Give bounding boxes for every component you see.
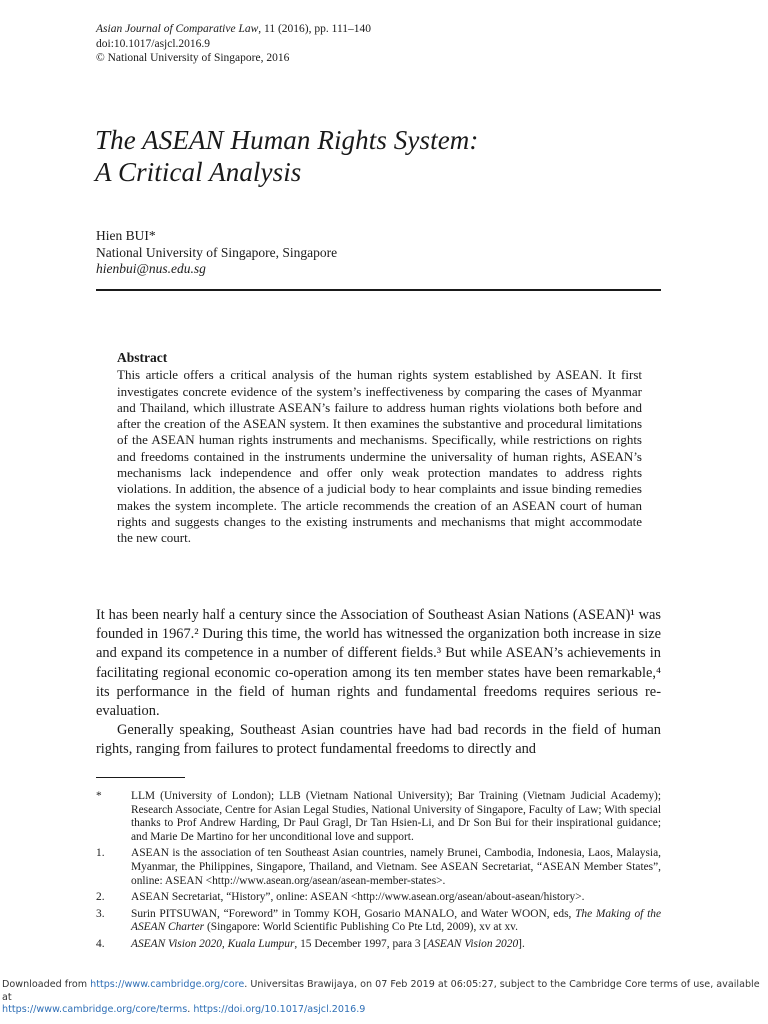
- footnote-text: [131, 938, 661, 952]
- body-paragraph-2: Generally speaking, Southeast Asian countries have had bad records in the field of human rights, ranging from failures to protect fundamental freedoms to directly and: [96, 722, 661, 758]
- footnote-mark: 4.: [96, 937, 105, 950]
- footnote-author: [96, 790, 661, 844]
- cambridge-core-link[interactable]: https://www.cambridge.org/core: [90, 979, 245, 990]
- footnote-text: ASEAN is the association of ten Southeast Asian countries, namely Brunei, Cambodia, Indonesia, Laos, Malaysia, Myanmar, the Philippines, Singapore, Thailand, and Vietnam. See ASEAN Secretariat, “ASEAN Member States”, online: ASEAN <http://www.asean.org/asean/asean-member-states>.: [131, 847, 661, 887]
- link-separator: .: [187, 1004, 194, 1015]
- download-line-1: [2, 979, 768, 1004]
- copyright-line: © National University of Singapore, 2016: [96, 52, 290, 64]
- footnote-text-part: (Singapore: World Scientific Publishing Co Pte Ltd, 2009), xv at xv.: [204, 921, 518, 934]
- footnote-mark: 3.: [96, 907, 105, 920]
- title-divider: [96, 289, 661, 291]
- footnote-1: [96, 847, 661, 888]
- download-line-2: [2, 1004, 768, 1017]
- download-terms-text: . Universitas Brawijaya, on 07 Feb 2019 at 06:05:27, subject to the Cambridge Core terms of use, available at: [2, 979, 760, 1003]
- footnote-2: [96, 891, 661, 905]
- abstract-text: This article offers a critical analysis of the human rights system established by ASEAN. It first investigates concrete evidence of the system’s ineffectiveness by comparing the cases of Myanmar and Thailand, which illustrate ASEAN’s failure to address human rights violations both before and after the creation of the ASEAN system. It then examines the substantive and procedural limitations of the ASEAN human rights instruments and mechanisms. Specifically, while restrictions on rights and freedoms contained in the instruments undermine the universality of human rights, ASEAN’s mechanisms lack independence and offer only weak protection mandates to address rights violations. In addition, the absence of a judicial body to hear complaints and issue binding remedies makes the system incomplete. The article recommends the creation of an ASEAN court of human rights and suggests changes to the existing instruments and mechanisms that might accommodate the new court.: [117, 367, 642, 546]
- author-block: [96, 228, 337, 278]
- footnote-text-part: , 15 December 1997, para 3 [: [294, 937, 428, 950]
- footnote-mark: 1.: [96, 847, 105, 860]
- footnote-short-title: ASEAN Vision 2020: [427, 937, 519, 950]
- download-prefix: Downloaded from: [2, 979, 91, 990]
- footnote-text: ASEAN Secretariat, “History”, online: ASEAN <http://www.asean.org/asean/about-asean/history>.: [131, 891, 585, 904]
- footnote-text: LLM (University of London); LLB (Vietnam National University); Bar Training (Vietnam Judicial Academy); Research Associate, Centre for Asian Legal Studies, National University of Singapore, Faculty of Law; With special thanks to Prof Andrew Harding, Dr Paul Gragl, Dr Tan Hsien-Li, and Dr Son Bui for their inspirational guidance; and Marie De Martino for her unconditional love and support.: [131, 790, 661, 843]
- author-name: Hien BUI*: [96, 228, 156, 243]
- journal-name: Asian Journal of Comparative Law: [96, 23, 259, 35]
- footnote-doc-title: ASEAN Vision 2020, Kuala Lumpur: [131, 937, 295, 950]
- journal-volume-pages: , 11 (2016), pp. 111–140: [258, 23, 372, 35]
- footnote-3: [96, 908, 661, 935]
- doi-link[interactable]: https://doi.org/10.1017/asjcl.2016.9: [193, 1004, 366, 1015]
- title-line-2: A Critical Analysis: [95, 157, 302, 187]
- footnote-text-part: Surin PITSUWAN, “Foreword” in Tommy KOH, Gosario MANALO, and Water WOON, eds,: [131, 907, 576, 920]
- footnote-book-title: The Making of the ASEAN Charter: [131, 907, 661, 934]
- author-email[interactable]: hienbui@nus.edu.sg: [96, 261, 206, 276]
- title-line-1: The ASEAN Human Rights System:: [95, 125, 479, 155]
- footnote-mark: 2.: [96, 891, 105, 904]
- footnote-mark: *: [96, 790, 102, 802]
- footnote-divider: [96, 777, 185, 778]
- doi-line: doi:10.1017/asjcl.2016.9: [96, 37, 211, 50]
- body-text: [96, 606, 661, 760]
- abstract-heading: Abstract: [117, 350, 168, 365]
- journal-citation: [96, 22, 371, 37]
- body-paragraph-1: It has been nearly half a century since the Association of Southeast Asian Nations (ASEAN)¹ was founded in 1967.² During this time, the world has witnessed the organization both increase in size and expand its competence in a number of different fields.³ But while ASEAN’s achievements in facilitating regional economic co-operation among its ten member states have been remarkable,⁴ its performance in the field of human rights and fundamental freedoms requires serious re-evaluation.: [96, 607, 661, 720]
- journal-header: [96, 22, 371, 66]
- footnote-text-part: ].: [518, 937, 525, 950]
- footnote-4: [96, 938, 661, 952]
- abstract-section: [117, 350, 642, 547]
- footnote-text: [131, 908, 661, 935]
- terms-link[interactable]: https://www.cambridge.org/core/terms: [2, 1004, 188, 1015]
- article-title: [95, 124, 478, 188]
- download-notice: [0, 979, 768, 1017]
- footnotes: [96, 790, 661, 955]
- author-affiliation: National University of Singapore, Singapore: [96, 244, 338, 260]
